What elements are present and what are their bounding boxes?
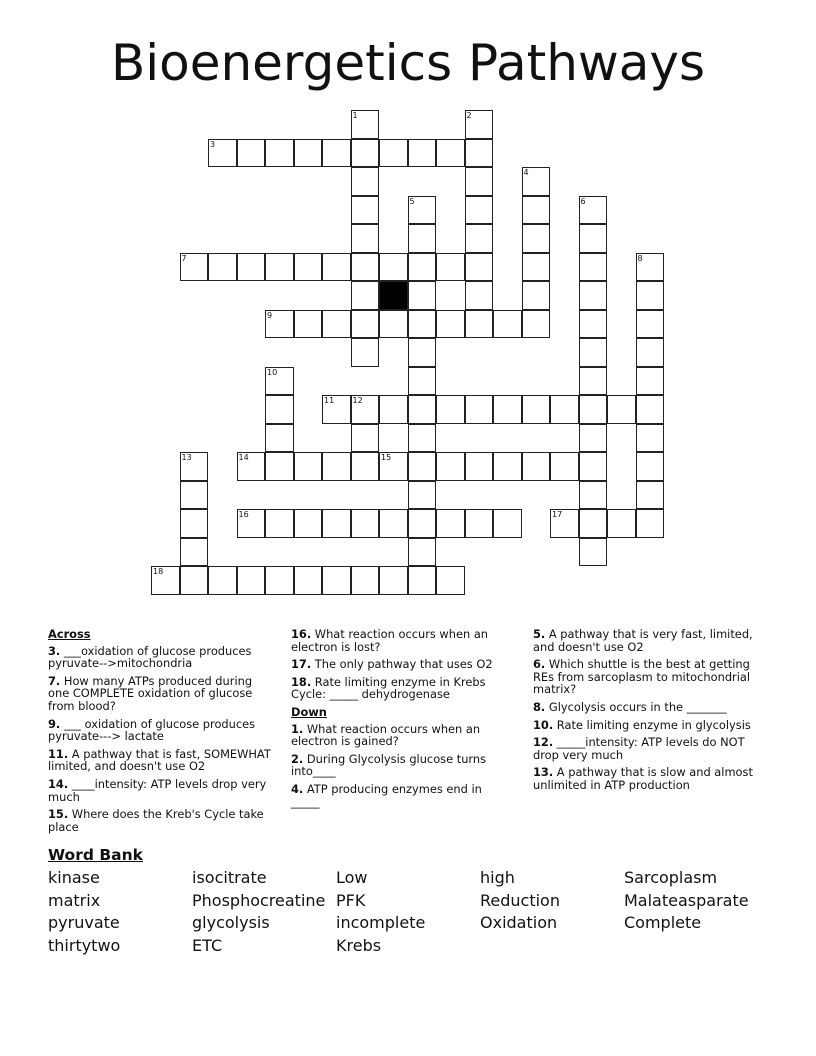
clue-item <box>48 808 276 833</box>
clue-text: ____intensity: ATP levels drop very much <box>48 776 267 804</box>
crossword-cell[interactable] <box>550 452 579 481</box>
crossword-cell[interactable] <box>465 310 494 339</box>
crossword-cell[interactable] <box>579 196 608 225</box>
across-heading: Across <box>48 627 91 641</box>
clue-item <box>533 736 761 761</box>
word-bank-word: pyruvate <box>48 913 120 932</box>
crossword-cell[interactable] <box>322 509 351 538</box>
crossword-cell[interactable] <box>294 253 323 282</box>
crossword-cell[interactable] <box>237 253 266 282</box>
crossword-cell[interactable] <box>522 310 551 339</box>
crossword-cell[interactable] <box>636 253 665 282</box>
crossword-cell[interactable] <box>493 310 522 339</box>
crossword-cell[interactable] <box>180 481 209 510</box>
crossword-cell[interactable] <box>579 310 608 339</box>
crossword-cell[interactable] <box>322 452 351 481</box>
word-bank-word: PFK <box>336 890 366 910</box>
crossword-cell[interactable] <box>237 566 266 595</box>
crossword-cell[interactable] <box>294 452 323 481</box>
word-bank <box>48 867 788 957</box>
clue-item <box>48 645 276 670</box>
crossword-cell[interactable] <box>607 509 636 538</box>
crossword-cell[interactable] <box>351 110 380 139</box>
clue-item <box>48 675 276 713</box>
crossword-cell[interactable] <box>465 110 494 139</box>
crossword-cell[interactable] <box>265 139 294 168</box>
crossword-cell[interactable] <box>265 310 294 339</box>
crossword-cell[interactable] <box>436 566 465 595</box>
crossword-cell[interactable] <box>465 224 494 253</box>
crossword-cell[interactable] <box>322 310 351 339</box>
crossword-cell[interactable] <box>351 424 380 453</box>
clue-number-label: 17. <box>291 657 312 672</box>
crossword-cell[interactable] <box>522 167 551 196</box>
clue-number-label: 8. <box>533 699 546 714</box>
crossword-cell[interactable] <box>522 196 551 225</box>
clue-item <box>48 748 276 773</box>
word-bank-word: Reduction <box>480 890 560 910</box>
clue-item <box>48 778 276 803</box>
crossword-cell[interactable] <box>294 509 323 538</box>
crossword-cell[interactable] <box>465 281 494 310</box>
word-bank-row <box>48 867 788 890</box>
clue-text: ATP producing enzymes end in _____ <box>291 781 482 809</box>
clue-text: _____intensity: ATP levels do NOT drop very much <box>533 735 745 762</box>
crossword-cell[interactable] <box>322 139 351 168</box>
crossword-cell[interactable] <box>351 452 380 481</box>
crossword-cell[interactable] <box>351 139 380 168</box>
crossword-cell[interactable] <box>180 538 209 567</box>
crossword-cell[interactable] <box>550 509 579 538</box>
crossword-cell[interactable] <box>408 338 437 367</box>
clue-number: 6 <box>580 196 586 206</box>
crossword-cell[interactable] <box>408 509 437 538</box>
crossword-cell[interactable] <box>436 395 465 424</box>
crossword-cell[interactable] <box>550 395 579 424</box>
crossword-cell[interactable] <box>408 281 437 310</box>
word-bank-word: Low <box>336 868 368 887</box>
crossword-cell[interactable] <box>465 253 494 282</box>
crossword-cell[interactable] <box>265 452 294 481</box>
clue-number: 11 <box>324 396 335 405</box>
crossword-cell[interactable] <box>379 310 408 339</box>
clue-number: 9 <box>267 310 273 320</box>
crossword-cell[interactable] <box>522 281 551 310</box>
crossword-cell[interactable] <box>294 566 323 595</box>
clue-number: 17 <box>552 510 563 519</box>
crossword-cell[interactable] <box>180 253 209 282</box>
crossword-cell[interactable] <box>379 566 408 595</box>
crossword-cell[interactable] <box>408 224 437 253</box>
crossword-cell[interactable] <box>379 139 408 168</box>
clues-column-3 <box>533 628 761 797</box>
word-bank-word: matrix <box>48 890 101 910</box>
clue-number-label: 14. <box>48 776 69 791</box>
crossword-cell[interactable] <box>208 566 237 595</box>
crossword-cell[interactable] <box>636 452 665 481</box>
down-heading: Down <box>291 704 327 719</box>
clue-text: Rate limiting enzyme in Krebs Cycle: _____ dehydrogenase <box>291 674 486 702</box>
crossword-cell[interactable] <box>294 139 323 168</box>
word-bank-word: Malateasparate <box>624 890 749 910</box>
word-bank-word: kinase <box>48 868 100 887</box>
clue-item <box>48 718 276 743</box>
crossword-cell[interactable] <box>379 509 408 538</box>
crossword-cell[interactable] <box>265 509 294 538</box>
crossword-cell[interactable] <box>408 367 437 396</box>
crossword-cell[interactable] <box>636 281 665 310</box>
clue-number-label: 11. <box>48 746 69 761</box>
crossword-cell[interactable] <box>465 139 494 168</box>
clue-text: Rate limiting enzyme in glycolysis <box>553 717 751 732</box>
clue-text: Which shuttle is the best at getting REs from sarcoplasm to mitochondrial matrix? <box>533 657 751 697</box>
clue-item <box>291 658 501 671</box>
crossword-cell[interactable] <box>465 395 494 424</box>
crossword-cell[interactable] <box>408 310 437 339</box>
crossword-cell[interactable] <box>579 481 608 510</box>
clue-text: What reaction occurs when an electron is gained? <box>291 721 481 749</box>
crossword-cell[interactable] <box>351 281 380 310</box>
crossword-cell[interactable] <box>351 338 380 367</box>
clue-number: 10 <box>267 367 278 377</box>
crossword-cell[interactable] <box>579 424 608 453</box>
clue-number: 5 <box>409 196 415 206</box>
clue-number: 4 <box>523 168 529 177</box>
word-bank-row <box>48 935 788 958</box>
clue-number: 8 <box>637 253 643 263</box>
crossword-cell[interactable] <box>351 566 380 595</box>
clue-number: 1 <box>352 111 358 120</box>
puzzle-title: Bioenergetics Pathways <box>110 34 706 92</box>
crossword-cell[interactable] <box>322 566 351 595</box>
clue-number: 12 <box>352 396 363 405</box>
clue-number-label: 12. <box>533 735 554 750</box>
clue-text: How many ATPs produced during one COMPLETE oxidation of glucose from blood? <box>48 673 253 713</box>
clue-item <box>533 719 761 732</box>
crossword-cell[interactable] <box>436 139 465 168</box>
crossword-cell[interactable] <box>636 481 665 510</box>
word-bank-word: Oxidation <box>480 913 558 932</box>
crossword-cell[interactable] <box>493 452 522 481</box>
clue-number-label: 9. <box>48 716 61 731</box>
crossword-cell[interactable] <box>636 310 665 339</box>
crossword-cell[interactable] <box>408 139 437 168</box>
crossword-cell[interactable] <box>436 253 465 282</box>
word-bank-word: thirtytwo <box>48 935 121 955</box>
clue-item <box>533 658 761 696</box>
crossword-cell[interactable] <box>408 566 437 595</box>
crossword-cell[interactable] <box>522 253 551 282</box>
across-clue-list-continued <box>291 628 501 701</box>
crossword-cell[interactable] <box>208 139 237 168</box>
crossword-cell[interactable] <box>522 452 551 481</box>
crossword-cell[interactable] <box>351 224 380 253</box>
clue-text: During Glycolysis glucose turns into____ <box>291 751 487 779</box>
crossword-cell[interactable] <box>322 395 351 424</box>
word-bank-word: isocitrate <box>192 868 267 887</box>
crossword-cell[interactable] <box>636 338 665 367</box>
crossword-cell[interactable] <box>436 452 465 481</box>
crossword-cell[interactable] <box>579 224 608 253</box>
clue-text: A pathway that is very fast, limited, and doesn't use O2 <box>533 627 753 654</box>
crossword-cell[interactable] <box>408 452 437 481</box>
crossword-cell[interactable] <box>294 310 323 339</box>
clue-number: 2 <box>466 111 472 120</box>
crossword-cell[interactable] <box>579 452 608 481</box>
clue-number: 13 <box>181 453 192 462</box>
crossword-cell[interactable] <box>408 538 437 567</box>
clue-number: 7 <box>181 253 187 263</box>
black-cell <box>379 281 408 310</box>
clue-item <box>291 753 501 778</box>
clue-number-label: 13. <box>533 765 554 780</box>
word-bank-word: ETC <box>192 935 223 955</box>
crossword-cell[interactable] <box>379 452 408 481</box>
crossword-cell[interactable] <box>408 196 437 225</box>
clue-number-label: 4. <box>291 781 304 796</box>
word-bank-row <box>48 890 788 913</box>
crossword-cell[interactable] <box>636 367 665 396</box>
down-clue-list <box>291 723 501 809</box>
clue-item <box>533 766 761 791</box>
clue-text: The only pathway that uses O2 <box>311 657 493 672</box>
crossword-cell[interactable] <box>465 452 494 481</box>
crossword-cell[interactable] <box>351 395 380 424</box>
clue-number-label: 6. <box>533 657 546 672</box>
crossword-cell[interactable] <box>151 566 180 595</box>
clue-text: ___oxidation of glucose produces pyruvate-->mitochondria <box>48 643 252 671</box>
crossword-cell[interactable] <box>379 253 408 282</box>
clue-item <box>533 701 761 714</box>
crossword-cell[interactable] <box>579 281 608 310</box>
crossword-cell[interactable] <box>408 395 437 424</box>
clue-text: A pathway that is fast, SOMEWHAT limited, and doesn't use O2 <box>48 746 271 774</box>
crossword-cell[interactable] <box>265 367 294 396</box>
crossword-cell[interactable] <box>408 424 437 453</box>
crossword-cell[interactable] <box>493 509 522 538</box>
crossword-cell[interactable] <box>237 452 266 481</box>
clue-item <box>533 628 761 653</box>
crossword-cell[interactable] <box>436 310 465 339</box>
crossword-cell[interactable] <box>322 253 351 282</box>
clue-number-label: 1. <box>291 721 304 736</box>
clue-item <box>291 723 501 748</box>
crossword-cell[interactable] <box>579 538 608 567</box>
crossword-cell[interactable] <box>636 509 665 538</box>
clue-number-label: 7. <box>48 673 61 688</box>
clue-item <box>291 676 501 701</box>
crossword-cell[interactable] <box>351 196 380 225</box>
crossword-cell[interactable] <box>351 167 380 196</box>
across-clue-list <box>48 645 276 834</box>
crossword-cell[interactable] <box>237 139 266 168</box>
clue-text: What reaction occurs when an electron is lost? <box>291 627 489 654</box>
clue-text: ___ oxidation of glucose produces pyruvate---> lactate <box>48 716 256 744</box>
clue-number: 15 <box>381 453 392 462</box>
crossword-cell[interactable] <box>579 509 608 538</box>
clue-number-label: 18. <box>291 674 312 689</box>
crossword-cell[interactable] <box>636 395 665 424</box>
crossword-cell[interactable] <box>265 395 294 424</box>
word-bank-word: glycolysis <box>192 913 270 932</box>
crossword-cell[interactable] <box>636 424 665 453</box>
crossword-cell[interactable] <box>607 395 636 424</box>
word-bank-word: Sarcoplasm <box>624 868 718 887</box>
crossword-cell[interactable] <box>579 253 608 282</box>
clue-number-label: 5. <box>533 627 546 641</box>
clues-column-1 <box>48 628 276 838</box>
clue-number: 3 <box>210 139 216 149</box>
crossword-cell[interactable] <box>208 253 237 282</box>
clue-item <box>291 783 501 808</box>
word-bank-word: Krebs <box>336 935 382 955</box>
clue-number: 16 <box>238 510 249 519</box>
crossword-cell[interactable] <box>180 509 209 538</box>
crossword-cell[interactable] <box>265 566 294 595</box>
clue-text: Glycolysis occurs in the _______ <box>545 699 727 714</box>
clue-number-label: 15. <box>48 807 69 822</box>
word-bank-title: Word Bank <box>48 846 143 864</box>
word-bank-word: incomplete <box>336 913 426 932</box>
clue-text: Where does the Kreb's Cycle take place <box>48 807 264 834</box>
crossword-cell[interactable] <box>351 310 380 339</box>
crossword-cell[interactable] <box>265 424 294 453</box>
clue-text: A pathway that is slow and almost unlimited in ATP production <box>533 765 753 792</box>
crossword-cell[interactable] <box>408 253 437 282</box>
crossword-cell[interactable] <box>522 395 551 424</box>
word-bank-row <box>48 912 788 935</box>
clue-number-label: 3. <box>48 643 61 658</box>
crossword-cell[interactable] <box>465 167 494 196</box>
crossword-cell[interactable] <box>465 509 494 538</box>
clue-number-label: 16. <box>291 627 312 641</box>
down-clue-list-continued <box>533 628 761 792</box>
crossword-cell[interactable] <box>237 509 266 538</box>
crossword-cell[interactable] <box>351 253 380 282</box>
clue-number: 18 <box>153 567 164 576</box>
crossword-cell[interactable] <box>180 566 209 595</box>
crossword-cell[interactable] <box>579 338 608 367</box>
crossword-cell[interactable] <box>379 395 408 424</box>
word-bank-word: high <box>480 868 515 887</box>
crossword-cell[interactable] <box>522 224 551 253</box>
word-bank-word: Phosphocreatine <box>192 890 326 910</box>
clues-column-2 <box>291 628 501 813</box>
word-bank-word: Complete <box>624 913 702 932</box>
clue-number: 14 <box>238 453 249 462</box>
crossword-cell[interactable] <box>408 481 437 510</box>
crossword-cell[interactable] <box>579 395 608 424</box>
clue-number-label: 10. <box>533 717 554 732</box>
crossword-cell[interactable] <box>265 253 294 282</box>
crossword-cell[interactable] <box>351 509 380 538</box>
crossword-cell[interactable] <box>180 452 209 481</box>
clue-item <box>291 628 501 653</box>
crossword-cell[interactable] <box>579 367 608 396</box>
crossword-cell[interactable] <box>493 395 522 424</box>
crossword-cell[interactable] <box>465 196 494 225</box>
clue-number-label: 2. <box>291 751 304 766</box>
crossword-cell[interactable] <box>436 509 465 538</box>
